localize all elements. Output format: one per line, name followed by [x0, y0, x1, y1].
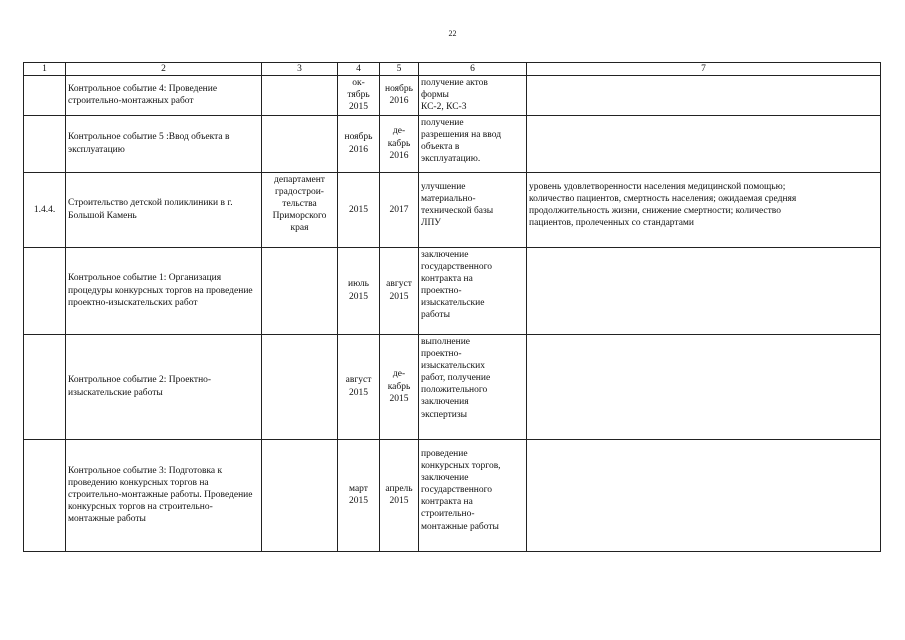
start-date: ноябрь 2016 [338, 115, 380, 172]
event-name: Контрольное событие 3: Подготовка к проведению конкурсных торгов на строительно-монтажные работы. Проведение конкурсных торгов на строительно-монтажные работы [66, 439, 262, 551]
column-number: 6 [419, 63, 527, 76]
table-row [24, 247, 881, 334]
table-row [24, 334, 881, 439]
row-number: 1.4.4. [24, 172, 66, 247]
table-row [24, 76, 881, 115]
end-date: ноябрь 2016 [380, 76, 419, 115]
start-date: 2015 [338, 172, 380, 247]
indicators [527, 247, 881, 334]
start-date: август 2015 [338, 334, 380, 439]
indicators [527, 334, 881, 439]
executor [262, 439, 338, 551]
row-number [24, 115, 66, 172]
end-date: де- кабрь 2015 [380, 334, 419, 439]
expected-result: заключение государственного контракта на проектно- изыскательские работы [419, 247, 527, 334]
executor [262, 115, 338, 172]
executor [262, 76, 338, 115]
column-numbers-row [24, 63, 881, 76]
event-name: Контрольное событие 1: Организация процедуры конкурсных торгов на проведение проектно-изыскательских работ [66, 247, 262, 334]
table-row [24, 172, 881, 247]
expected-result: проведение конкурсных торгов, заключение государственного контракта на строительно- монтажные работы [419, 439, 527, 551]
table-row [24, 439, 881, 551]
start-date: ок- тябрь 2015 [338, 76, 380, 115]
column-number: 3 [262, 63, 338, 76]
column-number: 7 [527, 63, 881, 76]
events-table [23, 62, 881, 552]
column-number: 2 [66, 63, 262, 76]
event-name: Контрольное событие 2: Проектно-изыскательские работы [66, 334, 262, 439]
expected-result: получение актов формы КС-2, КС-3 [419, 76, 527, 115]
expected-result: выполнение проектно- изыскательских работ, получение положительного заключения экспертизы [419, 334, 527, 439]
indicators [527, 76, 881, 115]
row-number [24, 439, 66, 551]
end-date: 2017 [380, 172, 419, 247]
page-number: 22 [448, 29, 457, 38]
row-number [24, 334, 66, 439]
executor [262, 247, 338, 334]
executor: департамент градострои- тельства Приморского края [262, 172, 338, 247]
expected-result: получение разрешения на ввод объекта в эксплуатацию. [419, 115, 527, 172]
end-date: де- кабрь 2016 [380, 115, 419, 172]
executor [262, 334, 338, 439]
row-number [24, 76, 66, 115]
indicators [527, 115, 881, 172]
column-number: 1 [24, 63, 66, 76]
expected-result: улучшение материально- технической базы ЛПУ [419, 172, 527, 247]
start-date: март 2015 [338, 439, 380, 551]
start-date: июль 2015 [338, 247, 380, 334]
end-date: август 2015 [380, 247, 419, 334]
event-name: Контрольное событие 5 :Ввод объекта в эксплуатацию [66, 115, 262, 172]
table-row [24, 115, 881, 172]
event-name: Строительство детской поликлиники в г. Большой Камень [66, 172, 262, 247]
event-name: Контрольное событие 4: Проведение строительно-монтажных работ [66, 76, 262, 115]
indicators [527, 439, 881, 551]
end-date: апрель 2015 [380, 439, 419, 551]
column-number: 4 [338, 63, 380, 76]
indicators: уровень удовлетворенности населения медицинской помощью; количество пациентов, смертность населения; ожидаемая средняя продолжительность жизни, снижение смертности; количество пациентов, пролеченных со стандартами [527, 172, 881, 247]
column-number: 5 [380, 63, 419, 76]
row-number [24, 247, 66, 334]
